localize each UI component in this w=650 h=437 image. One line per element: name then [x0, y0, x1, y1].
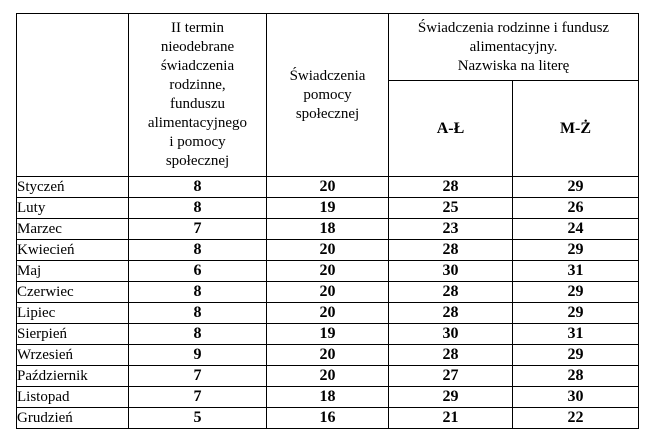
header-surnames-m-z: M-Ż [513, 81, 639, 177]
social-assistance-cell: 20 [267, 282, 389, 303]
surnames-m-z-cell: 22 [513, 408, 639, 429]
social-assistance-cell: 20 [267, 345, 389, 366]
table-row [17, 219, 639, 240]
second-term-cell: 8 [129, 282, 267, 303]
social-assistance-cell: 19 [267, 324, 389, 345]
surnames-a-l-cell: 23 [389, 219, 513, 240]
month-cell: Czerwiec [17, 282, 129, 303]
header-second-term-label: II termin nieodebrane świadczenia rodzinne, funduszu alimentacyjnego i pomocy społecznej [147, 20, 248, 169]
month-cell: Luty [17, 198, 129, 219]
surnames-m-z-cell: 24 [513, 219, 639, 240]
surnames-m-z-cell: 29 [513, 345, 639, 366]
social-assistance-cell: 20 [267, 177, 389, 198]
month-cell: Maj [17, 261, 129, 282]
surnames-a-l-cell: 28 [389, 282, 513, 303]
surnames-a-l-cell: 30 [389, 261, 513, 282]
month-cell: Kwiecień [17, 240, 129, 261]
surnames-a-l-cell: 28 [389, 177, 513, 198]
surnames-m-z-cell: 31 [513, 261, 639, 282]
second-term-cell: 8 [129, 324, 267, 345]
social-assistance-cell: 20 [267, 240, 389, 261]
month-cell: Grudzień [17, 408, 129, 429]
second-term-cell: 6 [129, 261, 267, 282]
surnames-m-z-cell: 29 [513, 303, 639, 324]
table-row [17, 261, 639, 282]
month-cell: Październik [17, 366, 129, 387]
table-row [17, 387, 639, 408]
second-term-cell: 9 [129, 345, 267, 366]
social-assistance-cell: 18 [267, 387, 389, 408]
table-row [17, 177, 639, 198]
month-cell: Styczeń [17, 177, 129, 198]
header-surnames-a-l: A-Ł [389, 81, 513, 177]
table-row [17, 198, 639, 219]
social-assistance-cell: 20 [267, 366, 389, 387]
surnames-m-z-cell: 31 [513, 324, 639, 345]
table-body [17, 177, 639, 429]
surnames-a-l-cell: 28 [389, 345, 513, 366]
surnames-a-l-cell: 28 [389, 303, 513, 324]
second-term-cell: 8 [129, 240, 267, 261]
month-cell: Wrzesień [17, 345, 129, 366]
surnames-a-l-cell: 27 [389, 366, 513, 387]
surnames-a-l-cell: 29 [389, 387, 513, 408]
social-assistance-cell: 19 [267, 198, 389, 219]
social-assistance-cell: 16 [267, 408, 389, 429]
second-term-cell: 8 [129, 198, 267, 219]
surnames-m-z-cell: 26 [513, 198, 639, 219]
header-social-assistance-label: Świadczenia pomocy społecznej [289, 67, 366, 122]
table-row [17, 366, 639, 387]
surnames-m-z-cell: 30 [513, 387, 639, 408]
second-term-cell: 5 [129, 408, 267, 429]
table-row [17, 303, 639, 324]
surnames-m-z-cell: 28 [513, 366, 639, 387]
header-corner-empty [17, 14, 129, 177]
surnames-a-l-cell: 25 [389, 198, 513, 219]
header-social-assistance [267, 14, 389, 177]
header-family-benefits-label: Świadczenia rodzinne i fundusz alimentacyjny. Nazwiska na literę [417, 19, 610, 74]
social-assistance-cell: 20 [267, 261, 389, 282]
month-cell: Sierpień [17, 324, 129, 345]
second-term-cell: 7 [129, 219, 267, 240]
payment-schedule-table [16, 13, 639, 429]
table-row [17, 324, 639, 345]
table-row [17, 408, 639, 429]
month-cell: Marzec [17, 219, 129, 240]
month-cell: Listopad [17, 387, 129, 408]
surnames-a-l-cell: 30 [389, 324, 513, 345]
second-term-cell: 7 [129, 387, 267, 408]
social-assistance-cell: 18 [267, 219, 389, 240]
surnames-m-z-cell: 29 [513, 282, 639, 303]
surnames-m-z-cell: 29 [513, 240, 639, 261]
social-assistance-cell: 20 [267, 303, 389, 324]
second-term-cell: 7 [129, 366, 267, 387]
second-term-cell: 8 [129, 303, 267, 324]
surnames-a-l-cell: 28 [389, 240, 513, 261]
table-row [17, 345, 639, 366]
header-family-benefits-group [389, 14, 639, 81]
month-cell: Lipiec [17, 303, 129, 324]
surnames-m-z-cell: 29 [513, 177, 639, 198]
surnames-a-l-cell: 21 [389, 408, 513, 429]
second-term-cell: 8 [129, 177, 267, 198]
table-row [17, 282, 639, 303]
table-row [17, 240, 639, 261]
header-second-term [129, 14, 267, 177]
